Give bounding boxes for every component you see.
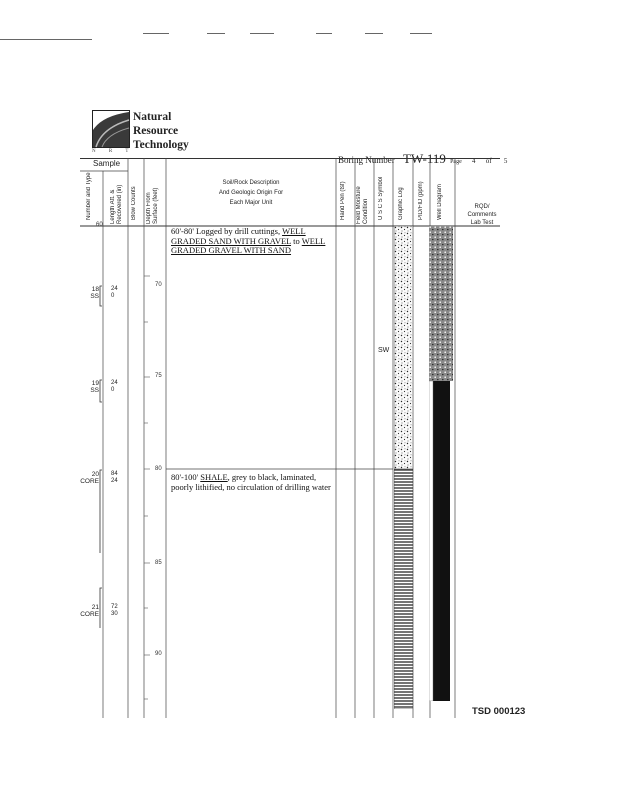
sample-length xyxy=(111,380,118,394)
depth-label: 80 xyxy=(155,466,162,472)
page-total: 5 xyxy=(503,157,508,165)
unit-detail: , grey to black, laminated, poorly lithified, no circulation of drilling water xyxy=(171,472,331,492)
depth-label: 70 xyxy=(155,282,162,288)
of-label: of xyxy=(485,157,492,165)
sample-length xyxy=(111,471,118,485)
sample-id: 19 xyxy=(91,380,99,387)
scan-line xyxy=(365,33,383,34)
sample-type: SS xyxy=(90,387,99,394)
unit-description xyxy=(171,473,331,492)
bates-number: TSD 000123 xyxy=(472,706,526,717)
rqd-header-line: RQD/ xyxy=(474,204,490,210)
sample-length-att: 24 xyxy=(111,380,118,386)
uscs-symbol: SW xyxy=(378,347,390,354)
sample-type: SS xyxy=(90,293,99,300)
depth-label: 60 xyxy=(96,222,103,228)
rqd-header xyxy=(462,203,502,227)
well-diagram-header: Well Diagram xyxy=(437,184,443,220)
page-label: Page xyxy=(450,159,462,165)
org-line: Technology xyxy=(133,139,189,151)
unit-name: SHALE xyxy=(200,472,228,482)
company-name xyxy=(133,110,189,152)
well-diagram xyxy=(429,226,453,701)
depth-label: 90 xyxy=(155,651,162,657)
sample-recovered: 0 xyxy=(111,387,115,393)
boring-id: TW-119 xyxy=(403,151,446,166)
sample-recovered: 0 xyxy=(111,293,115,299)
sample-header: Sample xyxy=(93,159,121,168)
sample-id: 20 xyxy=(91,471,99,478)
uscs-header: U S C S Symbol xyxy=(378,176,384,220)
sample-type: CORE xyxy=(80,611,99,618)
sample-id: 18 xyxy=(91,286,99,293)
hand-pen-header: Hand Pen (tsf) xyxy=(340,181,346,220)
length-recovered-header: Length Att. & Recovered (in) xyxy=(110,184,123,224)
unit-connector: to xyxy=(293,235,300,246)
number-type-header: Number and Type xyxy=(86,172,92,220)
blow-counts-header: Blow Counts xyxy=(131,186,137,220)
scan-line xyxy=(143,33,169,34)
description-header-line: Soil/Rock Description xyxy=(222,180,280,186)
sample-number xyxy=(80,380,99,394)
logo-letters: N R T xyxy=(92,149,135,154)
rqd-header-line: Lab Test xyxy=(470,220,494,226)
page-number: 4 xyxy=(472,157,476,165)
unit-name: WELL GRADED GRAVEL WITH SAND xyxy=(171,235,326,255)
sample-length xyxy=(111,604,118,618)
sample-number xyxy=(74,604,99,618)
scan-line xyxy=(410,33,432,34)
boring-label: Boring Number xyxy=(338,155,395,165)
sample-length-att: 72 xyxy=(111,604,118,610)
scan-line xyxy=(0,39,92,40)
org-line: Natural xyxy=(133,111,172,123)
unit-prefix: 80'-100' xyxy=(171,472,199,482)
sample-number xyxy=(74,471,99,485)
sample-recovered: 30 xyxy=(111,611,118,617)
description-header xyxy=(166,178,336,208)
scan-line xyxy=(207,33,225,34)
depth-label: 75 xyxy=(155,373,162,379)
sample-length-att: 84 xyxy=(111,471,118,477)
graphic-log-header: Graphic Log xyxy=(398,187,404,220)
unit-description xyxy=(171,227,331,256)
description-header-line: And Geologic Origin For xyxy=(218,190,284,196)
graphic-log-shale xyxy=(394,469,413,709)
sample-number xyxy=(80,286,99,300)
unit-name: WELL GRADED SAND WITH GRAVEL xyxy=(171,226,306,246)
sample-recovered: 24 xyxy=(111,478,118,484)
field-moisture-header: Field Moisture Condition xyxy=(356,186,369,224)
scan-line xyxy=(316,33,332,34)
sample-length xyxy=(111,286,118,300)
depth-label: 85 xyxy=(155,560,162,566)
rqd-header-line: Comments xyxy=(467,212,497,218)
depth-header: Depth From Surface (feet) xyxy=(146,187,159,224)
graphic-log-sand-gravel xyxy=(394,226,413,469)
description-header-line: Each Major Unit xyxy=(229,200,273,206)
org-line: Resource xyxy=(133,125,179,137)
unit-prefix: 60'-80' Logged by drill cuttings, xyxy=(171,226,281,236)
sample-length-att: 24 xyxy=(111,286,118,292)
company-logo-icon xyxy=(92,110,130,148)
sample-type: CORE xyxy=(80,478,99,485)
scan-line xyxy=(250,33,274,34)
pid-fid-header: PID/FID (ppm) xyxy=(418,181,424,220)
sample-id: 21 xyxy=(91,604,99,611)
